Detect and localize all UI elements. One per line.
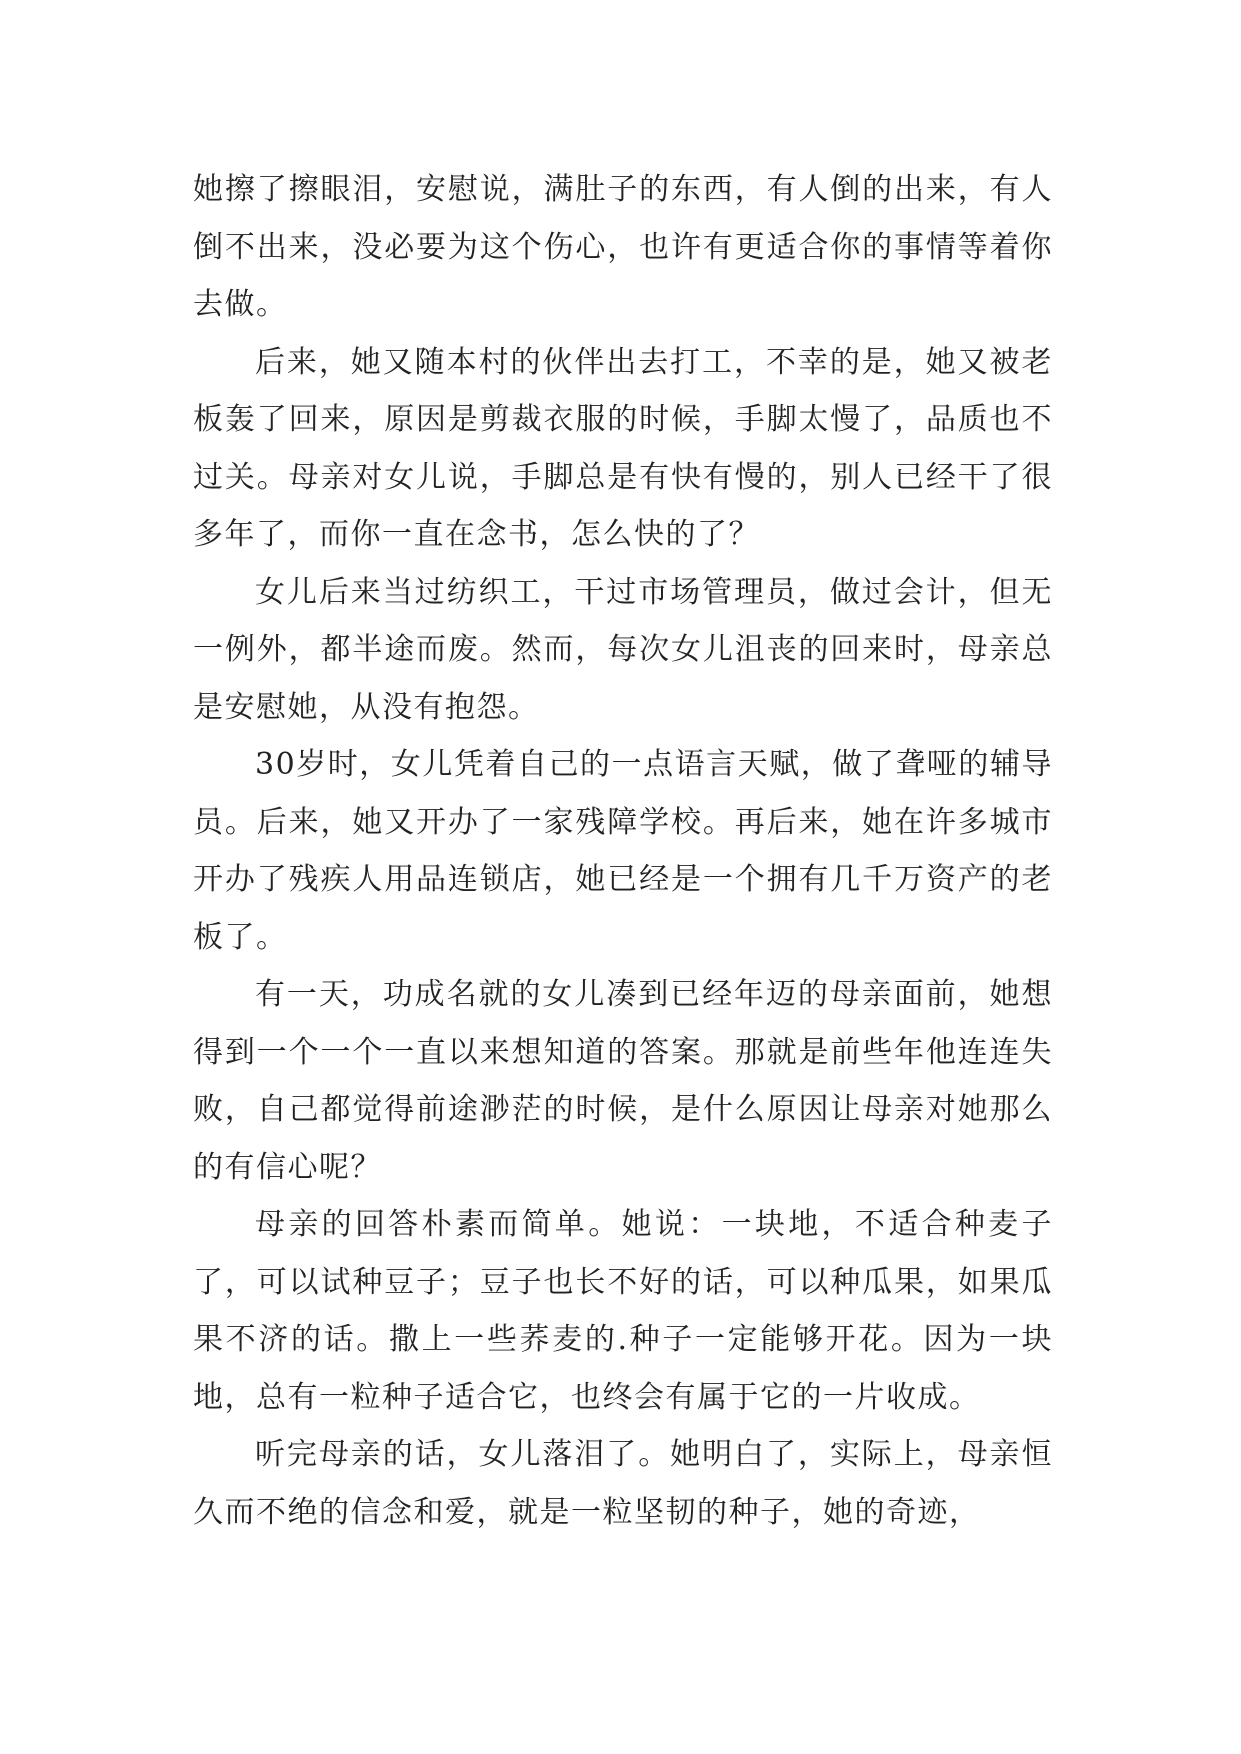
paragraph-3: 女儿后来当过纺织工，干过市场管理员，做过会计，但无一例外，都半途而废。然而，每次女儿沮丧的回来时，母亲总是安慰她，从没有抱怨。 bbox=[193, 574, 1053, 725]
paragraph-7: 听完母亲的话，女儿落泪了。她明白了，实际上，母亲恒久而不绝的信念和爱，就是一粒坚韧的种子，她的奇迹， bbox=[193, 1437, 1053, 1530]
body-text bbox=[193, 161, 1053, 1541]
paragraph-1: 她擦了擦眼泪，安慰说，满肚子的东西，有人倒的出来，有人倒不出来，没必要为这个伤心，也许有更适合你的事情等着你去做。 bbox=[193, 172, 1053, 322]
paragraph-2: 后来，她又随本村的伙伴出去打工，不幸的是，她又被老板轰了回来，原因是剪裁衣服的时候，手脚太慢了，品质也不过关。母亲对女儿说，手脚总是有快有慢的，别人已经干了很多年了，而你一直在念书，怎么快的了？ bbox=[193, 344, 1053, 552]
paragraph-5: 有一天，功成名就的女儿凑到已经年迈的母亲面前，她想得到一个一个一直以来想知道的答案。那就是前些年他连连失败，自己都觉得前途渺茫的时候，是什么原因让母亲对她那么的有信心呢？ bbox=[193, 977, 1053, 1185]
paragraph-6: 母亲的回答朴素而简单。她说：一块地，不适合种麦子了，可以试种豆子；豆子也长不好的话，可以种瓜果，如果瓜果不济的话。撒上一些荞麦的.种子一定能够开花。因为一块地，总有一粒种子适合它，也终会有属于它的一片收成。 bbox=[193, 1207, 1053, 1415]
paragraph-4: 30岁时，女儿凭着自己的一点语言天赋，做了聋哑的辅导员。后来，她又开办了一家残障学校。再后来，她在许多城市开办了残疾人用品连锁店，她已经是一个拥有几千万资产的老板了。 bbox=[193, 747, 1053, 955]
